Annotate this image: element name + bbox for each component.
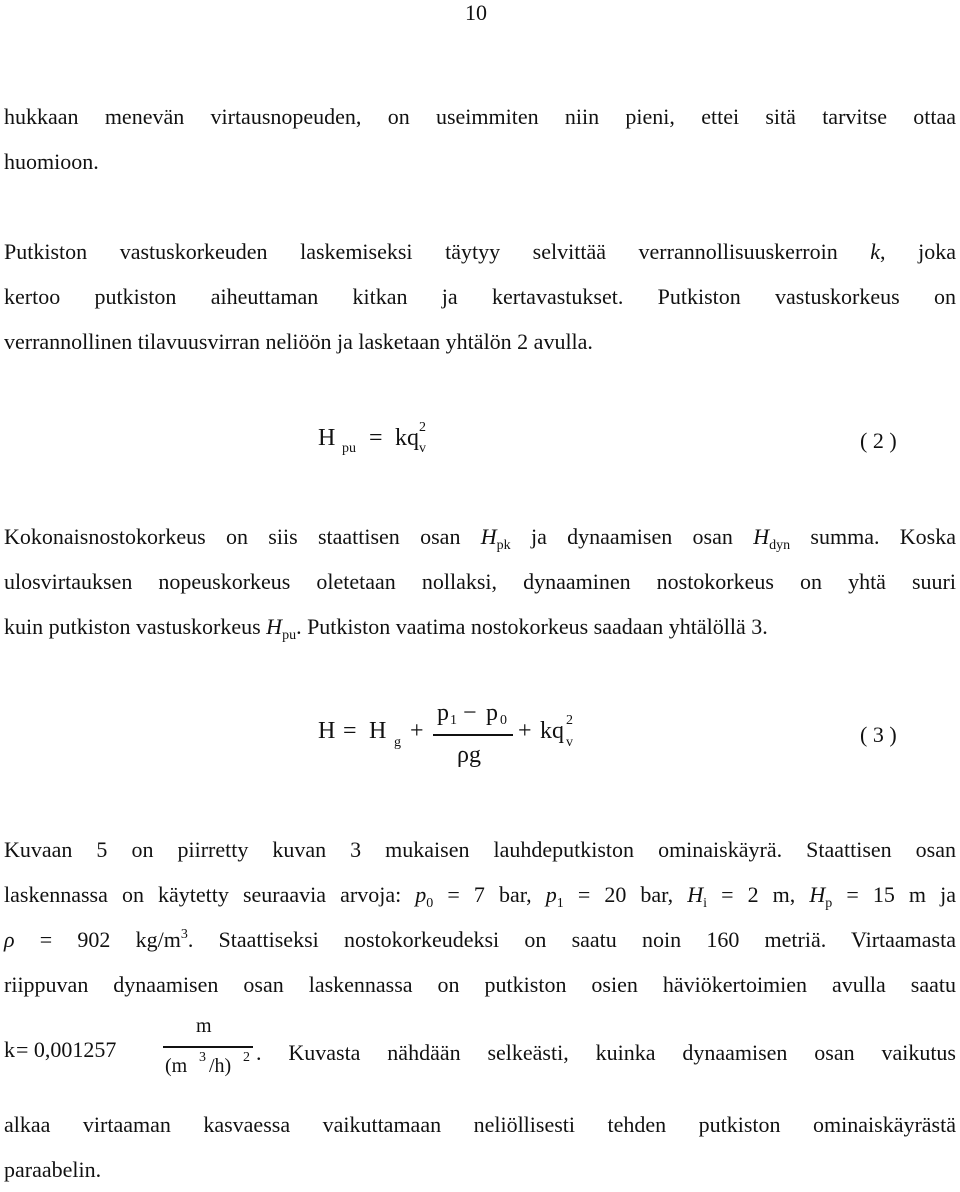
eq3-p0: p bbox=[486, 700, 498, 726]
text: Kokonaisnostokorkeus on siis staattisen osan bbox=[4, 524, 481, 549]
paragraph-1-line-1: hukkaan menevän virtausnopeuden, on useimmiten niin pieni, ettei sitä tarvitse ottaa bbox=[4, 104, 956, 129]
page-number: 10 bbox=[465, 0, 487, 25]
k-fraction-den-exp2: 2 bbox=[243, 1050, 250, 1065]
eq3-sup-2: 2 bbox=[566, 713, 573, 728]
paragraph-2-line-3: verrannollinen tilavuusvirran neliöön ja lasketaan yhtälön 2 avulla. bbox=[4, 329, 593, 354]
paragraph-4-line-7: paraabelin. bbox=[4, 1157, 102, 1182]
subscript: p bbox=[825, 896, 833, 911]
text: , joka bbox=[880, 239, 956, 264]
paragraph-4 bbox=[4, 827, 956, 1007]
paragraph-1 bbox=[4, 94, 956, 184]
superscript: 3 bbox=[180, 927, 188, 942]
eq3-sub-v: v bbox=[566, 735, 573, 750]
eq3-number: ( 3 ) bbox=[860, 722, 897, 747]
paragraph-4-line-6: alkaa virtaaman kasvaessa vaikuttamaan neliöllisesti tehden putkiston ominaiskäyrästä bbox=[4, 1112, 956, 1137]
paragraph-4-line-1: Kuvaan 5 on piirretty kuvan 3 mukaisen lauhdeputkiston ominaiskäyrä. Staattisen osan bbox=[4, 837, 956, 862]
paragraph-3-line-3 bbox=[4, 604, 956, 649]
text: ja dynaamisen osan bbox=[510, 524, 754, 549]
paragraph-1-line-2: huomioon. bbox=[4, 149, 99, 174]
k-fraction-numerator: m bbox=[196, 1015, 212, 1037]
eq2-kq: kq bbox=[395, 425, 419, 451]
eq3-sub-0: 0 bbox=[500, 713, 507, 728]
subscript: pu bbox=[282, 628, 297, 643]
symbol-H: H bbox=[480, 524, 497, 549]
eq3-p1: p bbox=[437, 700, 449, 726]
subscript: i bbox=[703, 896, 707, 911]
eq3-equals: = bbox=[343, 718, 357, 744]
symbol-H: H bbox=[753, 524, 770, 549]
symbol-p: p bbox=[415, 882, 427, 907]
k-fraction-den-a: (m bbox=[165, 1055, 188, 1077]
text: = 7 bar, bbox=[433, 882, 546, 907]
symbol-H: H bbox=[809, 882, 826, 907]
eq3-minus: − bbox=[463, 700, 477, 726]
eq2-sup-2: 2 bbox=[419, 420, 426, 435]
eq3-sub-1: 1 bbox=[450, 713, 457, 728]
text: summa. Koska bbox=[790, 524, 956, 549]
paragraph-4-line-2 bbox=[4, 872, 956, 917]
paragraph-3-line-2: ulosvirtauksen nopeuskorkeus oletetaan nollaksi, dynaaminen nostokorkeus on yhtä suuri bbox=[4, 569, 956, 594]
text: = 2 m, bbox=[707, 882, 810, 907]
paragraph-4-tail bbox=[4, 1102, 956, 1192]
eq3-fraction-line bbox=[433, 734, 513, 736]
text: Putkiston vastuskorkeuden laskemiseksi täytyy selvittää verrannollisuuskerroin bbox=[4, 239, 871, 264]
subscript: 0 bbox=[426, 896, 434, 911]
symbol-H: H bbox=[687, 882, 704, 907]
eq3-denominator: ρg bbox=[457, 742, 481, 768]
subscript: pk bbox=[496, 538, 511, 553]
subscript: 1 bbox=[556, 896, 564, 911]
eq2-H: H bbox=[318, 425, 336, 451]
eq3-plus-2: + bbox=[518, 718, 532, 744]
symbol-H: H bbox=[266, 614, 283, 639]
paragraph-4-line-4: riippuvan dynaamisen osan laskennassa on putkiston osien häviökertoimien avulla saatu bbox=[4, 972, 956, 997]
paragraph-2 bbox=[4, 229, 956, 364]
eq3-plus-1: + bbox=[410, 718, 424, 744]
eq2-sub-pu: pu bbox=[342, 441, 356, 456]
symbol-rho: ρ bbox=[4, 927, 15, 952]
paragraph-2-line-2: kertoo putkiston aiheuttaman kitkan ja kertavastukset. Putkiston vastuskorkeus on bbox=[4, 284, 956, 309]
eq2-number: ( 2 ) bbox=[860, 428, 897, 453]
text: kuin putkiston vastuskorkeus bbox=[4, 614, 267, 639]
k-value: = 0,001257 bbox=[16, 1037, 117, 1062]
paragraph-3 bbox=[4, 514, 956, 649]
k-fraction-line bbox=[163, 1046, 253, 1048]
k-fraction-den-b: /h) bbox=[209, 1055, 232, 1077]
eq2-sub-v: v bbox=[419, 441, 426, 456]
paragraph-2-line-1 bbox=[4, 229, 956, 274]
symbol-k: k bbox=[870, 239, 881, 264]
eq3-H: H bbox=[318, 718, 336, 744]
paragraph-4-line-3 bbox=[4, 917, 956, 962]
k-fraction-den-exp1: 3 bbox=[199, 1050, 206, 1065]
text: = 20 bar, bbox=[563, 882, 688, 907]
symbol-p: p bbox=[545, 882, 557, 907]
paragraph-4-line-5-rest: . Kuvasta nähdään selkeästi, kuinka dynaamisen osan vaikutus bbox=[256, 1040, 956, 1065]
subscript: dyn bbox=[769, 538, 791, 553]
k-symbol: k bbox=[4, 1037, 15, 1062]
eq3-kq: kq bbox=[540, 718, 564, 744]
eq3-Hg: H bbox=[369, 718, 387, 744]
text: . Putkiston vaatima nostokorkeus saadaan yhtälöllä 3. bbox=[296, 614, 768, 639]
text: laskennassa on käytetty seuraavia arvoja: bbox=[4, 882, 416, 907]
eq2-equals: = bbox=[369, 425, 383, 451]
eq3-sub-g: g bbox=[394, 735, 401, 750]
paragraph-3-line-1 bbox=[4, 514, 956, 559]
text: = 902 kg/m bbox=[14, 927, 181, 952]
text: = 15 m ja bbox=[832, 882, 956, 907]
text: . Staattiseksi nostokorkeudeksi on saatu noin 160 metriä. Virtaamasta bbox=[187, 927, 956, 952]
